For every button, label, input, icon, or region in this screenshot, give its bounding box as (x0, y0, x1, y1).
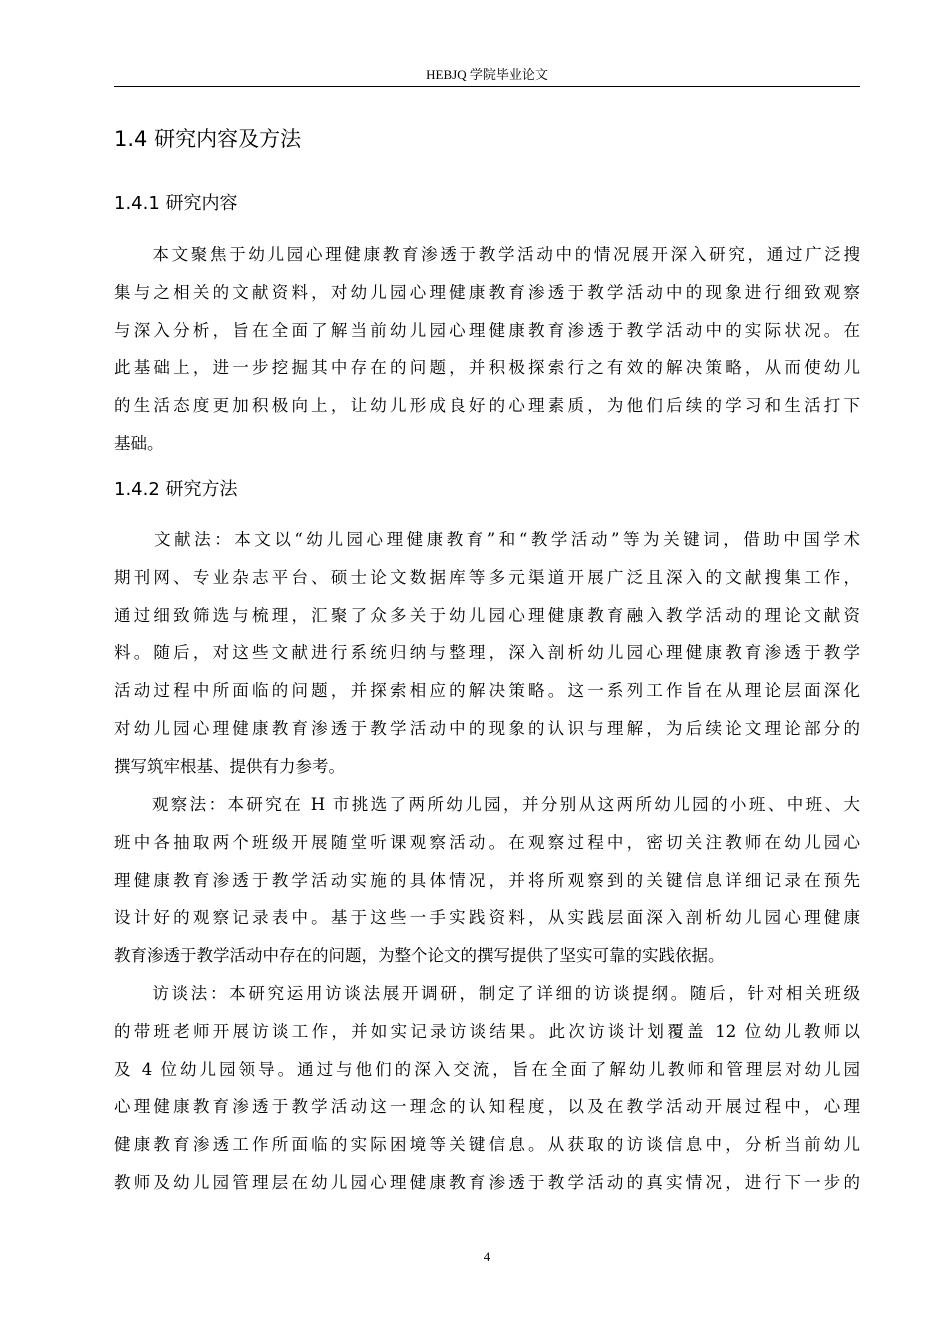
text-line: 设计好的观察记录表中。基于这些一手实践资料，从实践层面深入剖析幼儿园心理健康 (114, 908, 860, 928)
text-line: 观察法：本研究在 H 市挑选了两所幼儿园，并分别从这两所幼儿园的小班、中班、大 (114, 795, 860, 814)
header-divider (114, 86, 860, 87)
text-line: 理健康教育渗透于教学活动实施的具体情况，并将所观察到的关键信息详细记录在预先 (114, 870, 860, 890)
text-line: 与深入分析，旨在全面了解当前幼儿园心理健康教育渗透于教学活动中的实际状况。在 (114, 320, 860, 340)
page-number: 4 (483, 1249, 491, 1264)
text-line: 访谈法：本研究运用访谈法展开调研，制定了详细的访谈提纲。随后，针对相关班级 (114, 984, 860, 1003)
paragraph-interview-method (114, 975, 860, 1202)
text-line: 活动过程中所面临的问题，并探索相应的解决策略。这一系列工作旨在从理论层面深化 (114, 681, 860, 701)
subsection-heading-methods: 1.4.2 研究方法 (114, 479, 238, 500)
text-line: 的带班老师开展访谈工作，并如实记录访谈结果。此次访谈计划覆盖 12 位幼儿教师以 (114, 1021, 860, 1041)
subsection-heading-content: 1.4.1 研究内容 (114, 193, 238, 214)
text-line: 健康教育渗透工作所面临的实际困境等关键信息。从获取的访谈信息中，分析当前幼儿 (114, 1135, 860, 1155)
text-line: 教育渗透于教学活动中存在的问题，为整个论文的撰写提供了坚实可靠的实践依据。 (114, 946, 725, 966)
paragraph-observation-method (114, 786, 860, 975)
text-line: 文献法：本文以“幼儿园心理健康教育”和“教学活动”等为关键词，借助中国学术 (114, 530, 860, 549)
text-line: 集与之相关的文献资料，对幼儿园心理健康教育渗透于教学活动中的现象进行细致观察 (114, 282, 860, 302)
text-line: 期刊网、专业杂志平台、硕士论文数据库等多元渠道开展广泛且深入的文献搜集工作， (114, 567, 860, 587)
text-line: 本文聚焦于幼儿园心理健康教育渗透于教学活动中的情况展开深入研究，通过广泛搜 (114, 245, 860, 264)
paragraph-literature-method (114, 521, 860, 786)
paragraph-research-content (114, 236, 860, 463)
section-heading: 1.4 研究内容及方法 (114, 127, 302, 151)
text-line: 及 4 位幼儿园领导。通过与他们的深入交流，旨在全面了解幼儿教师和管理层对幼儿园 (114, 1059, 860, 1079)
text-line: 心理健康教育渗透于教学活动这一理念的认知程度，以及在教学活动开展过程中，心理 (114, 1097, 860, 1117)
text-line: 基础。 (114, 433, 164, 453)
text-line: 料。随后，对这些文献进行系统归纳与整理，深入剖析幼儿园心理健康教育渗透于教学 (114, 643, 860, 663)
text-line: 的生活态度更加积极向上，让幼儿形成良好的心理素质，为他们后续的学习和生活打下 (114, 396, 860, 416)
text-line: 撰写筑牢根基、提供有力参考。 (114, 756, 345, 776)
running-header: HEBJQ 学院毕业论文 (426, 67, 548, 82)
text-line: 此基础上，进一步挖掘其中存在的问题，并积极探索行之有效的解决策略，从而使幼儿 (114, 358, 860, 378)
text-line: 对幼儿园心理健康教育渗透于教学活动中的现象的认识与理解，为后续论文理论部分的 (114, 718, 860, 738)
text-line: 教师及幼儿园管理层在幼儿园心理健康教育渗透于教学活动的真实情况，进行下一步的 (114, 1172, 860, 1192)
text-line: 通过细致筛选与梳理，汇聚了众多关于幼儿园心理健康教育融入教学活动的理论文献资 (114, 605, 860, 625)
text-line: 班中各抽取两个班级开展随堂听课观察活动。在观察过程中，密切关注教师在幼儿园心 (114, 832, 860, 852)
